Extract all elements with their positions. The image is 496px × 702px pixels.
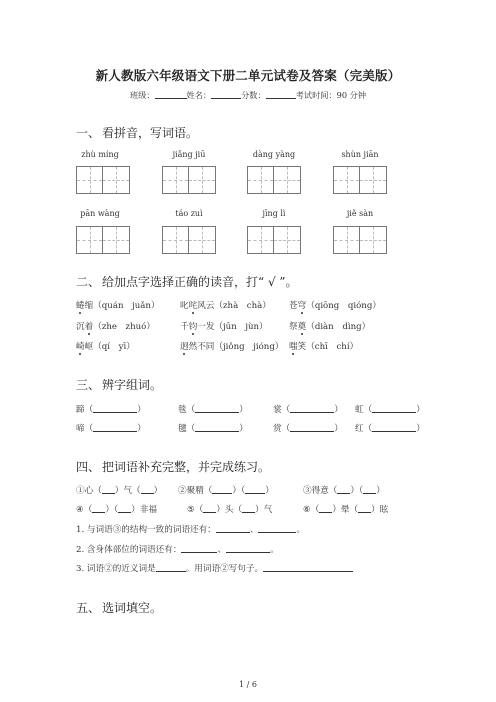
- section-1-heading: [76, 124, 198, 141]
- item-text: ）: [239, 405, 248, 415]
- item-text: ⑥（: [303, 505, 320, 515]
- section-4-title: 把词语补充完整，并完成练习。: [102, 460, 271, 474]
- answer-blank[interactable]: [258, 523, 296, 533]
- dotted-char: 咤: [188, 301, 198, 311]
- word-group-item[interactable]: [76, 422, 146, 434]
- item-text: （diàn dìng）: [306, 322, 371, 332]
- writing-box[interactable]: [76, 226, 130, 254]
- item-text: 蹄（: [76, 405, 94, 415]
- dotted-char: 迥: [180, 342, 189, 352]
- question-text: 。: [296, 525, 306, 535]
- answer-blank[interactable]: [363, 484, 376, 494]
- answer-blank[interactable]: [141, 484, 154, 494]
- item-text: 红（: [355, 424, 373, 434]
- answer-blank[interactable]: [319, 503, 332, 513]
- item-text: ）头（: [216, 505, 243, 515]
- pinyin: dàng yàng: [252, 150, 296, 159]
- item-text: ）眩: [371, 505, 389, 515]
- answer-blank[interactable]: [358, 503, 371, 513]
- idiom-row-2b: [187, 503, 272, 515]
- answer-blank[interactable]: [195, 422, 239, 432]
- item-text: （zhe zhuó）: [93, 322, 155, 332]
- answer-blank[interactable]: [372, 403, 416, 413]
- question-text: 2. 含身体部位的词语还有：: [76, 545, 182, 555]
- answer-blank[interactable]: [226, 543, 270, 553]
- item-text: ）（: [350, 486, 364, 496]
- word-group-item[interactable]: [178, 422, 248, 434]
- word-group-item[interactable]: [178, 403, 248, 415]
- item-text: 毽（: [178, 424, 196, 434]
- dotted-char: 着: [84, 322, 94, 332]
- question-text: 、: [249, 525, 259, 535]
- item-text: ）非福: [131, 505, 157, 515]
- item-text: ①心（: [76, 486, 102, 496]
- item-text: 千: [180, 322, 189, 332]
- class-label: 班级：: [129, 90, 155, 100]
- answer-blank[interactable]: [290, 403, 334, 413]
- page-title: 新人教版六年级语文下册二单元试卷及答案（完美版）: [95, 68, 401, 83]
- pinyin: jiǎng jiū: [172, 150, 206, 159]
- item-text: ）气: [255, 505, 273, 515]
- pinyin: shùn jiān: [341, 150, 379, 159]
- question-1: [76, 523, 305, 535]
- item-text: 风云（zhà chà）: [197, 301, 271, 311]
- writing-box[interactable]: [76, 166, 130, 194]
- answer-blank[interactable]: [156, 562, 186, 572]
- word-group-item[interactable]: [273, 422, 343, 434]
- idiom-row-2: [76, 503, 157, 515]
- writing-box[interactable]: [247, 166, 301, 194]
- section-5-title: 选词填空。: [102, 601, 163, 615]
- section-4-number: 四、: [76, 460, 101, 474]
- question-3: [76, 562, 353, 574]
- score-blank: [266, 89, 296, 99]
- word-group-item[interactable]: [355, 422, 425, 434]
- dotted-char: 崎: [76, 342, 85, 352]
- item-text: 赏（: [273, 424, 291, 434]
- dotted-char: 嗤: [289, 342, 298, 352]
- section-1-title: 看拼音，写词语。: [102, 126, 199, 140]
- item-text: 一发（jūn jùn）: [197, 322, 268, 332]
- item-text: ）: [334, 424, 343, 434]
- item-text: 然不同（jiǒng jióng）: [188, 342, 284, 352]
- score-label: 分数：: [241, 90, 266, 100]
- section-4-heading: [76, 458, 270, 475]
- item-text: ）: [137, 405, 146, 415]
- item-text: ）: [153, 486, 163, 496]
- section-2-number: 二、: [76, 275, 101, 289]
- answer-blank[interactable]: [216, 523, 250, 533]
- pronunciation-item[interactable]: [76, 340, 135, 352]
- item-text: 虹（: [355, 405, 373, 415]
- item-text: ②聚精（: [178, 486, 213, 496]
- section-5-number: 五、: [76, 601, 101, 615]
- question-text: 。: [270, 545, 279, 555]
- word-group-item[interactable]: [355, 403, 425, 415]
- word-group-item[interactable]: [76, 403, 146, 415]
- time-label: 考试时间：90 分钟: [295, 90, 367, 100]
- answer-blank[interactable]: [93, 422, 137, 432]
- item-text: ）: [376, 486, 385, 496]
- item-text: ③得意（: [303, 486, 338, 496]
- item-text: ）晕（: [332, 505, 359, 515]
- item-text: 裳（: [273, 405, 291, 415]
- name-blank: [211, 89, 241, 99]
- item-text: 毯（: [178, 405, 196, 415]
- item-text: ）（: [105, 505, 119, 515]
- pronunciation-item[interactable]: [289, 320, 370, 332]
- answer-blank[interactable]: [118, 503, 131, 513]
- pronunciation-item[interactable]: [76, 320, 155, 332]
- section-2-title: 给加点字选择正确的读音，打“ √ ”。: [102, 275, 298, 289]
- section-3-title: 辨字组词。: [102, 378, 163, 392]
- question-text: 。用词语②写句子。: [185, 564, 264, 574]
- item-text: 祭: [289, 322, 298, 332]
- class-blank: [155, 89, 187, 99]
- item-text: ）: [239, 424, 248, 434]
- idiom-row-1: [76, 484, 162, 496]
- student-info: [0, 89, 496, 101]
- item-text: ④（: [76, 505, 93, 515]
- pronunciation-item[interactable]: [289, 340, 358, 352]
- writing-box[interactable]: [162, 226, 216, 254]
- pinyin: jiě sàn: [346, 209, 374, 218]
- answer-blank[interactable]: [203, 503, 216, 513]
- writing-box[interactable]: [162, 166, 216, 194]
- writing-box[interactable]: [247, 226, 301, 254]
- question-text: 1. 与词语③的结构一致的词语还有：: [76, 525, 216, 535]
- answer-blank[interactable]: [181, 543, 217, 553]
- item-text: 苍: [289, 301, 298, 311]
- item-text: ）: [334, 405, 343, 415]
- answer-blank[interactable]: [195, 403, 239, 413]
- question-text: 3. 词语②的近义词是: [76, 564, 156, 574]
- question-2: [76, 543, 279, 555]
- writing-box[interactable]: [333, 226, 387, 254]
- dotted-char: 穹: [297, 301, 307, 311]
- pinyin: zhù míng: [81, 150, 119, 159]
- sentence-blank[interactable]: [263, 562, 353, 572]
- item-text: 岖（qí yī）: [84, 342, 135, 352]
- idiom-row-2c: [303, 503, 388, 515]
- pronunciation-item[interactable]: [180, 299, 271, 311]
- dotted-char: 蜷: [76, 301, 85, 311]
- question-text: 、: [217, 545, 227, 555]
- pronunciation-item[interactable]: [180, 320, 268, 332]
- item-text: ）: [416, 424, 425, 434]
- pronunciation-item[interactable]: [289, 299, 381, 311]
- pinyin: pān wàng: [80, 209, 120, 218]
- item-text: ）气（: [114, 486, 141, 496]
- item-text: 笑（chī chí）: [297, 342, 359, 352]
- answer-blank[interactable]: [372, 422, 416, 432]
- item-text: 缩（quán juǎn）: [84, 301, 160, 311]
- section-2-heading: [76, 273, 298, 290]
- item-text: ）: [137, 424, 146, 434]
- writing-box[interactable]: [333, 166, 387, 194]
- dotted-char: 奠: [297, 322, 307, 332]
- dotted-char: 钧: [188, 322, 198, 332]
- idiom-row-1b: [178, 484, 274, 496]
- item-text: 沉: [76, 322, 85, 332]
- section-3-number: 三、: [76, 378, 101, 392]
- item-text: ）: [416, 405, 425, 415]
- word-group-item[interactable]: [273, 403, 343, 415]
- section-1-number: 一、: [76, 126, 101, 140]
- item-text: 啼（: [76, 424, 94, 434]
- section-5-heading: [76, 599, 162, 616]
- section-3-heading: [76, 376, 162, 393]
- pronunciation-item[interactable]: [76, 299, 160, 311]
- item-text: 叱: [180, 301, 189, 311]
- item-text: ）（: [232, 486, 246, 496]
- answer-blank[interactable]: [242, 503, 255, 513]
- answer-blank[interactable]: [290, 422, 334, 432]
- answer-blank[interactable]: [93, 403, 137, 413]
- item-text: ）: [265, 486, 274, 496]
- answer-blank[interactable]: [245, 484, 265, 494]
- item-text: ⑤（: [187, 505, 204, 515]
- answer-blank[interactable]: [92, 503, 105, 513]
- answer-blank[interactable]: [212, 484, 232, 494]
- answer-blank[interactable]: [337, 484, 350, 494]
- pinyin: táo zuì: [175, 209, 203, 218]
- page-number: 1 / 6: [239, 680, 257, 689]
- name-label: 姓名：: [186, 90, 212, 100]
- answer-blank[interactable]: [102, 484, 115, 494]
- pronunciation-item[interactable]: [180, 340, 283, 352]
- pinyin: jīng lì: [262, 209, 286, 218]
- item-text: （qiōng qióng）: [306, 301, 381, 311]
- idiom-row-1c: [303, 484, 385, 496]
